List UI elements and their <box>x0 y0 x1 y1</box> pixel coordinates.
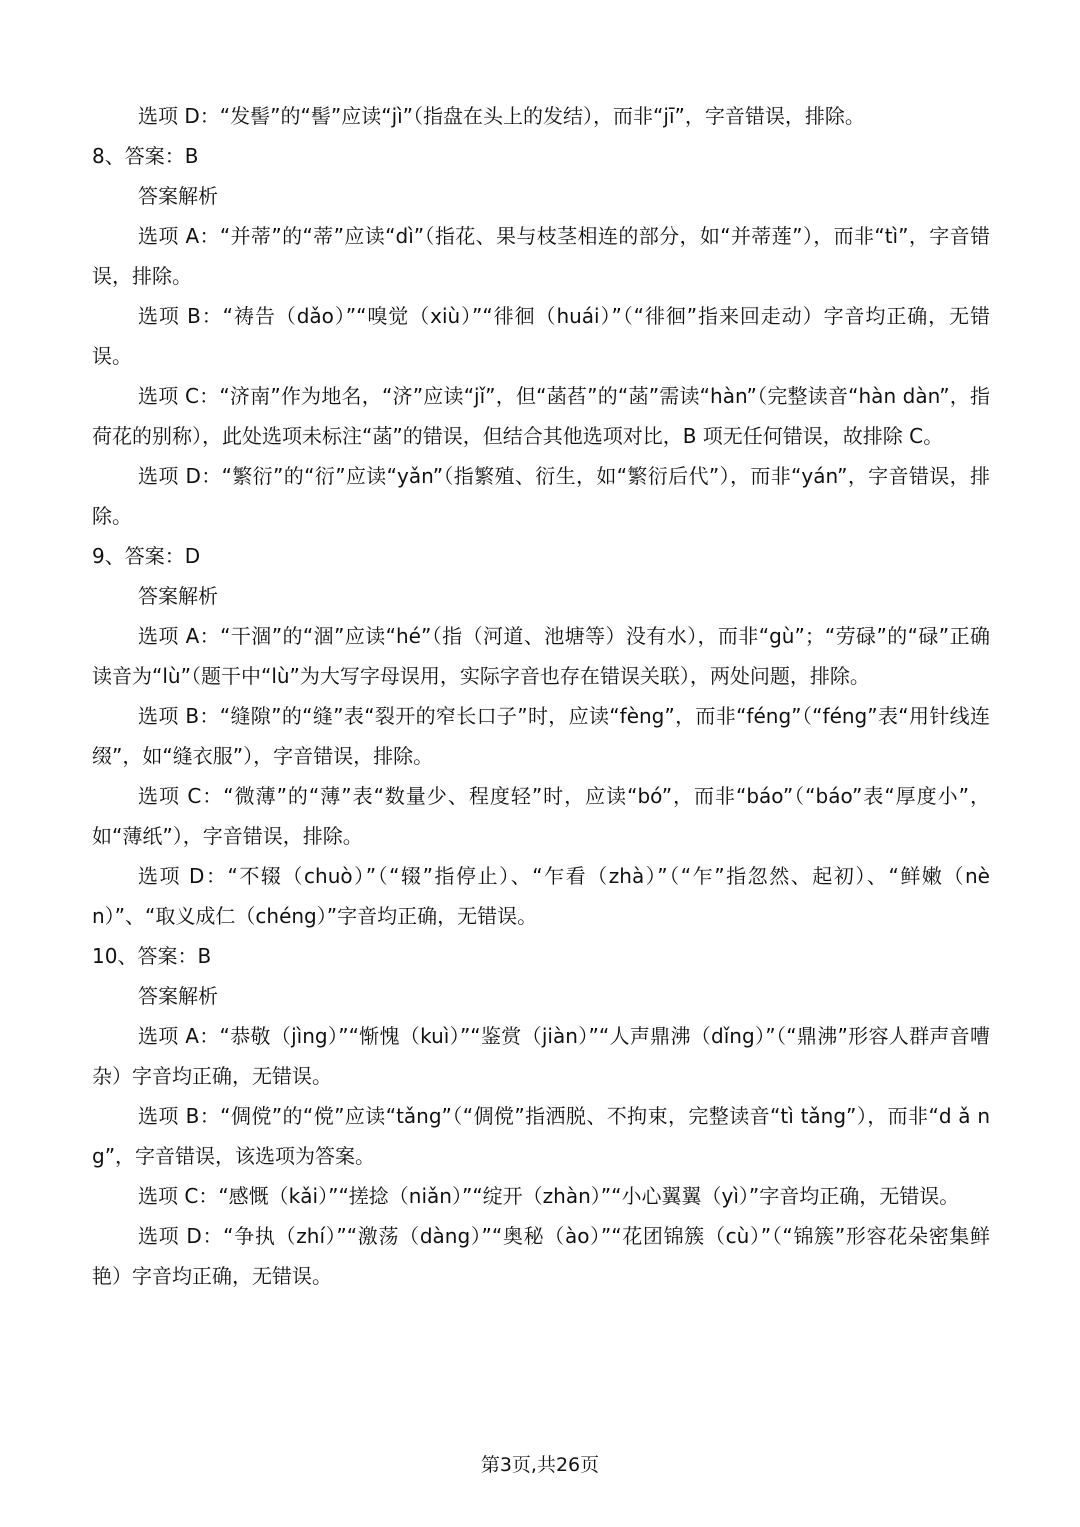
paragraph: 选项 A：“干涸”的“涸”应读“hé”（指（河道、池塘等）没有水），而非“gù”；“劳碌”的“碌”正确读音为“lù”（题干中“lù”为大写字母误用，实际字音也存在错误关联），两处问题，排除。 <box>92 624 990 688</box>
paragraph: 选项 D：“发髻”的“髻”应读“jì”（指盘在头上的发结），而非“jī”，字音错误，排除。 <box>138 104 865 128</box>
analysis-heading: 答案解析 <box>138 184 218 208</box>
answer-line: 8、答案：B <box>92 144 199 168</box>
paragraph: 选项 B：“倜傥”的“傥”应读“tǎng”（“倜傥”指洒脱、不拘束，完整读音“tì tǎng”），而非“d ǎ ng”，字音错误，该选项为答案。 <box>92 1104 990 1168</box>
analysis-heading: 答案解析 <box>138 584 218 608</box>
paragraph: 选项 C：“感慨（kǎi）”“搓捻（niǎn）”“绽开（zhàn）”“小心翼翼（yì）”字音均正确，无错误。 <box>138 1184 960 1208</box>
page-number: 第3页,共26页 <box>480 1454 600 1476</box>
paragraph: 选项 D：“繁衍”的“衍”应读“yǎn”（指繁殖、衍生，如“繁衍后代”），而非“yán”，字音错误，排除。 <box>92 464 990 528</box>
paragraph: 选项 D：“不辍（chuò）”（“辍”指停止）、“乍看（zhà）”（“乍”指忽然、起初）、“鲜嫩（nèn）”、“取义成仁（chéng）”字音均正确，无错误。 <box>92 864 990 928</box>
paragraph: 选项 C：“微薄”的“薄”表“数量少、程度轻”时，应读“bó”，而非“báo”（“báo”表“厚度小”，如“薄纸”），字音错误，排除。 <box>92 784 990 848</box>
paragraph: 选项 D：“争执（zhí）”“激荡（dàng）”“奥秘（ào）”“花团锦簇（cù）”（“锦簇”形容花朵密集鲜艳）字音均正确，无错误。 <box>92 1224 990 1288</box>
analysis-heading: 答案解析 <box>138 984 218 1008</box>
paragraph: 选项 A：“恭敬（jìng）”“惭愧（kuì）”“鉴赏（jiàn）”“人声鼎沸（dǐng）”（“鼎沸”形容人群声音嘈杂）字音均正确，无错误。 <box>92 1024 990 1088</box>
paragraph: 选项 A：“并蒂”的“蒂”应读“dì”（指花、果与枝茎相连的部分，如“并蒂莲”），而非“tì”，字音错误，排除。 <box>92 224 990 288</box>
paragraph: 选项 B：“缝隙”的“缝”表“裂开的窄长口子”时，应读“fèng”，而非“féng”（“féng”表“用针线连缀”，如“缝衣服”），字音错误，排除。 <box>92 704 990 768</box>
paragraph: 选项 C：“济南”作为地名，“济”应读“jǐ”，但“菡萏”的“菡”需读“hàn”（完整读音“hàn dàn”，指荷花的别称），此处选项未标注“菡”的错误，但结合其他选项对比，B 项无任何错误，故排除 C。 <box>92 384 990 448</box>
answer-line: 10、答案：B <box>92 944 212 968</box>
answer-line: 9、答案：D <box>92 544 201 568</box>
paragraph: 选项 B：“祷告（dǎo）”“嗅觉（xiù）”“徘徊（huái）”（“徘徊”指来回走动）字音均正确，无错误。 <box>92 304 990 368</box>
document-body <box>92 96 990 1296</box>
